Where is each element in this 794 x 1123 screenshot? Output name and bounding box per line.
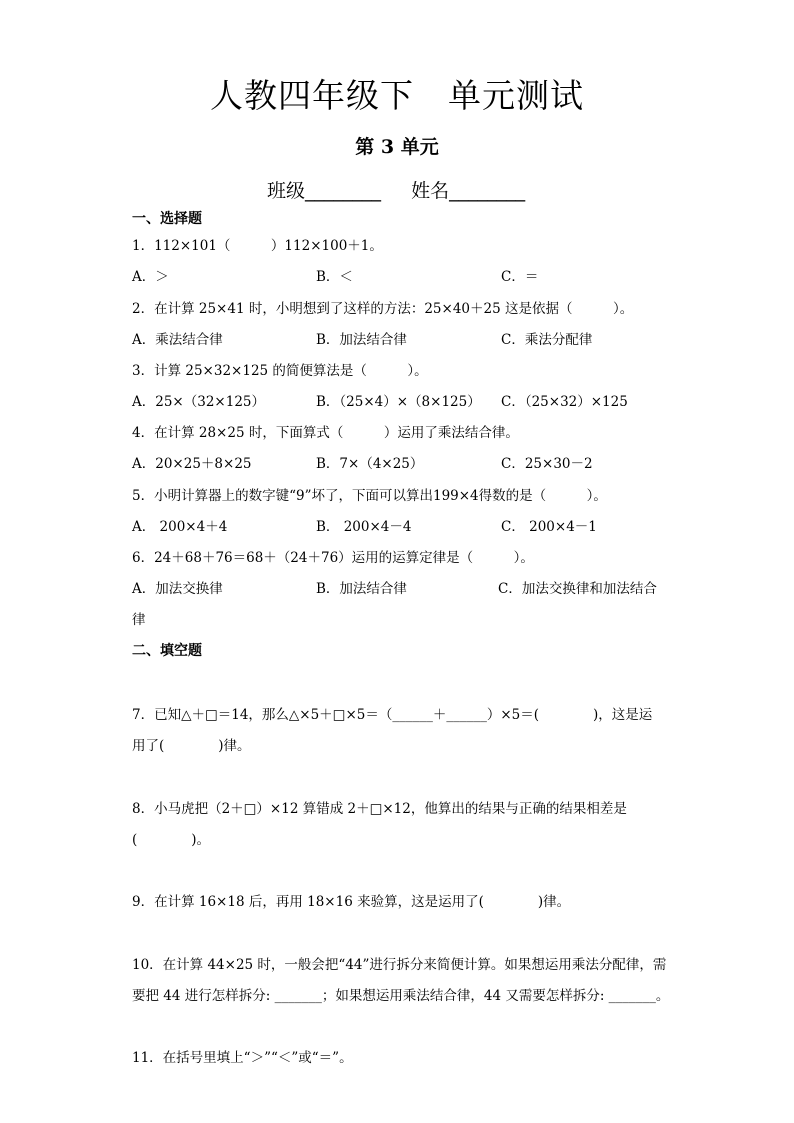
option-5a: A． 200×4＋4 [132, 519, 228, 535]
option-2c: C．乘法分配律 [501, 332, 593, 348]
option-1a: A．＞ [132, 269, 169, 285]
option-1b: B．＜ [316, 269, 353, 285]
question-11: 11．在括号里填上“＞”“＜”或“＝”。 [132, 1050, 353, 1066]
question-4: 4．在计算 28×25 时，下面算式（ ）运用了乘法结合律。 [132, 425, 519, 441]
option-5b: B． 200×4－4 [316, 519, 412, 535]
option-4b: B．7×（4×25） [316, 456, 424, 472]
option-6b: B．加法结合律 [316, 581, 407, 597]
option-3c: C．（25×32）×125 [501, 394, 628, 410]
section-heading-choice: 一、选择题 [132, 211, 202, 227]
option-5c: C． 200×4－1 [501, 519, 597, 535]
question-9: 9．在计算 16×18 后，再用 18×16 来验算，这是运用了( )律。 [132, 894, 571, 910]
question-2: 2．在计算 25×41 时，小明想到了这样的方法：25×40＋25 这是依据（ ）。 [132, 301, 634, 317]
option-3b: B．（25×4）×（8×125） [316, 394, 481, 410]
question-10-line1: 10．在计算 44×25 时，一般会把“44”进行拆分来简便计算。如果想运用乘法分配律，需 [132, 957, 667, 973]
name-label: 姓名________ [411, 180, 526, 202]
option-6c-wrap: 律 [132, 612, 146, 628]
question-5: 5．小明计算器上的数字键“9”坏了，下面可以算出199×4得数的是（ ）。 [132, 488, 607, 504]
question-6: 6．24＋68＋76＝68＋（24＋76）运用的运算定律是（ ）。 [132, 550, 534, 566]
question-8-line2: ( )。 [132, 832, 211, 848]
option-3a: A．25×（32×125） [132, 394, 265, 410]
section-heading-fill: 二、填空题 [132, 643, 202, 659]
option-4c: C．25×30－2 [501, 456, 593, 472]
class-label: 班级________ [267, 180, 382, 202]
option-2a: A．乘法结合律 [132, 332, 223, 348]
question-10-line2: 要把 44 进行怎样拆分: _______；如果想运用乘法结合律，44 又需要怎样拆分: _______。 [132, 988, 670, 1004]
unit-subtitle: 第 3 单元 [355, 136, 439, 158]
question-3: 3．计算 25×32×125 的简便算法是（ ）。 [132, 363, 428, 379]
option-6a: A．加法交换律 [132, 581, 223, 597]
option-6c: C．加法交换律和加法结合 [498, 581, 657, 597]
option-1c: C．＝ [501, 269, 539, 285]
page-title: 人教四年级下 单元测试 [210, 76, 584, 115]
question-7-line2: 用了( )律。 [132, 738, 251, 754]
question-7-line1: 7．已知△＋□＝14，那么△×5＋□×5＝（______＋______）×5＝( )，这是运 [132, 707, 653, 723]
question-8-line1: 8．小马虎把（2＋□）×12 算错成 2＋□×12，他算出的结果与正确的结果相差是 [132, 801, 627, 817]
option-2b: B．加法结合律 [316, 332, 407, 348]
question-1: 1．112×101（ ）112×100＋1。 [132, 238, 383, 254]
student-info-line [267, 176, 525, 203]
option-4a: A．20×25＋8×25 [132, 456, 252, 472]
